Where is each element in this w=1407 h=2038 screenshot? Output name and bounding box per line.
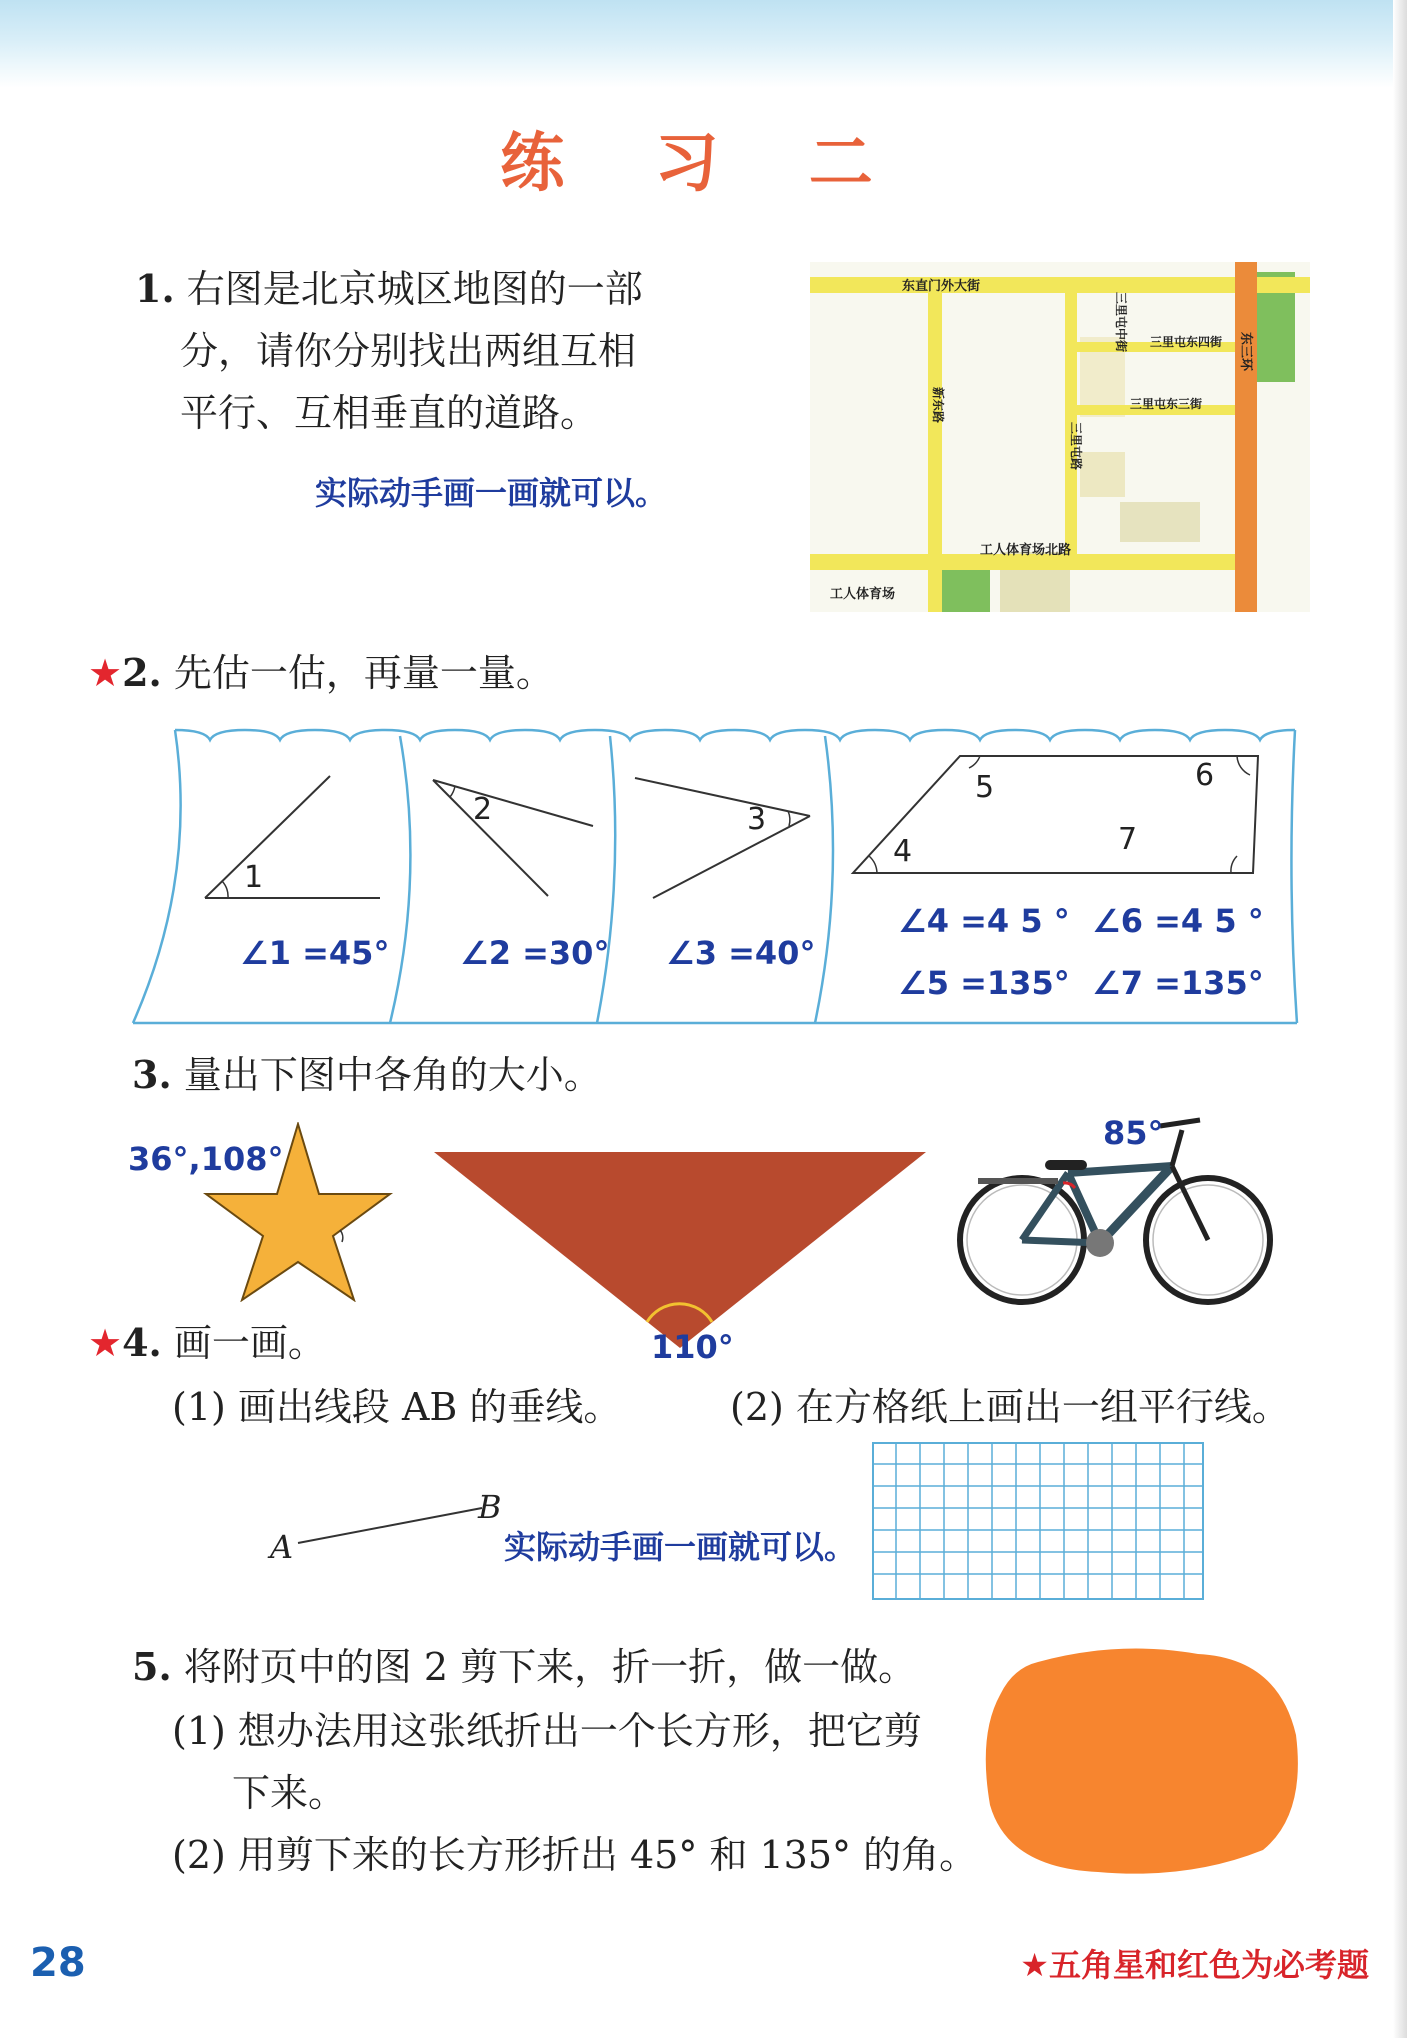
q2-number: 2. <box>122 650 162 695</box>
angle-1-answer: ∠1 =45° <box>240 934 390 972</box>
map-label-road3: 三里屯东四街 <box>1150 335 1223 349</box>
required-star-icon: ★ <box>88 1321 123 1365</box>
q5-text: 将附页中的图 2 剪下来，折一折，做一做。 <box>183 1645 917 1689</box>
bicycle-answer: 85° <box>1103 1114 1164 1152</box>
q5-sub1b: 下来。 <box>232 1771 347 1815</box>
q3-text: 量出下图中各角的大小。 <box>183 1053 602 1097</box>
angle-7-answer: ∠7 =135° <box>1092 964 1264 1002</box>
q4-number: 4. <box>122 1320 162 1365</box>
map-label-road5: 新东路 <box>931 387 945 424</box>
q1-number: 1. <box>135 266 175 311</box>
q3-number: 3. <box>132 1052 172 1097</box>
triangle-shape <box>432 1150 932 1350</box>
q5-sub1a: (1) 想办法用这张纸折出一个长方形，把它剪 <box>172 1709 922 1753</box>
angle-mark-6: 6 <box>1195 758 1215 793</box>
angle-mark-1: 1 <box>244 860 264 895</box>
q4-heading <box>88 1312 326 1374</box>
angle-3-answer: ∠3 =40° <box>666 934 816 972</box>
required-star-icon: ★ <box>88 651 123 695</box>
page-header-band <box>0 0 1407 88</box>
angle-4-answer: ∠4 =4 5 ° <box>898 902 1070 940</box>
map-label-place1: 工人体育场 <box>830 587 896 602</box>
map-label-road2: 三里屯中街 <box>1114 292 1128 353</box>
q1-text-3: 平行、互相垂直的道路。 <box>180 391 599 435</box>
angle-mark-2: 2 <box>473 792 493 827</box>
q3-heading <box>132 1044 602 1106</box>
angle-6-answer: ∠6 =4 5 ° <box>1092 902 1264 940</box>
triangle-answer: 110° <box>651 1328 734 1366</box>
q4-sub2: (2) 在方格纸上画出一组平行线。 <box>730 1385 1290 1429</box>
page-number: 28 <box>30 1940 86 1986</box>
q4-text: 画一画。 <box>173 1321 326 1365</box>
q1-line1 <box>135 258 643 320</box>
q5-sub2: (2) 用剪下来的长方形折出 45° 和 135° 的角。 <box>172 1833 978 1877</box>
q1-text-2: 分，请你分别找出两组互相 <box>180 329 637 373</box>
q4-sub1: (1) 画出线段 AB 的垂线。 <box>172 1385 622 1429</box>
beijing-map <box>810 262 1310 612</box>
angle-mark-4: 4 <box>893 834 913 869</box>
q1-text-1: 右图是北京城区地图的一部 <box>186 267 643 311</box>
q2-text: 先估一估，再量一量。 <box>173 651 554 695</box>
map-label-road4: 三里屯东三街 <box>1130 397 1203 411</box>
q5-number: 5. <box>132 1644 172 1689</box>
map-label-road7: 东三环 <box>1238 332 1253 372</box>
page-title: 练 习 二 <box>500 127 907 201</box>
star-answer: 36°,108° <box>128 1140 284 1178</box>
map-label-road1: 东直门外大街 <box>902 279 981 294</box>
q4-answer: 实际动手画一画就可以。 <box>504 1528 857 1566</box>
segment-ab <box>290 1498 490 1558</box>
angle-mark-5: 5 <box>975 770 995 805</box>
point-b-label: B <box>478 1488 502 1526</box>
grid-paper <box>872 1442 1206 1602</box>
q1-answer: 实际动手画一画就可以。 <box>315 474 668 512</box>
map-label-road8: 工人体育场北路 <box>980 543 1072 558</box>
q5-heading <box>132 1636 916 1698</box>
required-note: ★五角星和红色为必考题 <box>1020 1946 1369 1984</box>
angle-mark-7: 7 <box>1118 822 1138 857</box>
angle-mark-3: 3 <box>747 802 767 837</box>
orange-paper <box>978 1640 1304 1880</box>
page-spine-shadow <box>1393 0 1407 2038</box>
angle-5-answer: ∠5 =135° <box>898 964 1070 1002</box>
point-a-label: A <box>270 1528 294 1566</box>
q2-heading <box>88 642 554 704</box>
map-label-road6: 三里屯路 <box>1069 422 1083 471</box>
angle-2-answer: ∠2 =30° <box>460 934 610 972</box>
